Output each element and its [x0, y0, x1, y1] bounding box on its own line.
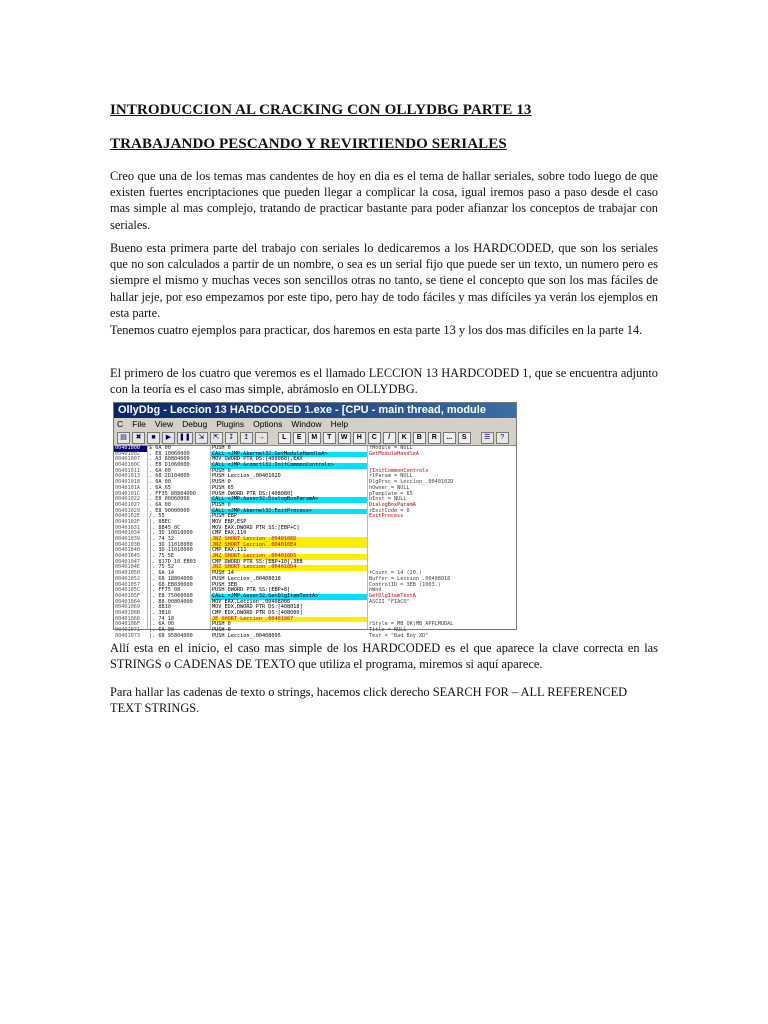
ollydbg-screenshot: [113, 402, 517, 639]
comment-cell: rExitCode = 0: [369, 507, 410, 514]
ollydbg-toolbar-button: ↧: [225, 432, 238, 444]
disassembly-cell: MOV DWORD PTR DS:[408080],EAX: [212, 456, 303, 463]
hex-cell: |. 3D 11010000: [149, 541, 193, 548]
address-cell: 00401057: [115, 581, 140, 588]
hex-cell: . A3 80804000: [149, 456, 190, 463]
disassembly-cell: PUSH EBP: [212, 513, 237, 520]
ollydbg-toolbar-button: E: [293, 432, 306, 444]
address-cell: 00401069: [115, 604, 140, 611]
ollydbg-toolbar-button: ?: [496, 432, 509, 444]
address-cell: 00401050: [115, 570, 140, 577]
ollydbg-menu-item: Options: [253, 419, 283, 429]
ollydbg-toolbar-button: →: [255, 432, 268, 444]
address-cell: 0040101C: [115, 490, 140, 497]
disassembly-cell: PUSH 0: [212, 621, 231, 628]
hex-cell: |. 75 52: [149, 564, 174, 571]
ollydbg-toolbar-button: S: [458, 432, 471, 444]
address-cell: 0040103B: [115, 541, 140, 548]
comment-cell: DialogBoxParamA: [369, 501, 416, 508]
ollydbg-toolbar-button: ⇲: [195, 432, 208, 444]
address-cell: 0040102E: [115, 513, 140, 520]
hex-cell: |. 3B10: [149, 609, 171, 616]
address-cell: 0040102F: [115, 518, 140, 525]
paragraph-search: Para hallar las cadenas de texto o strings, hacemos click derecho SEARCH FOR – ALL REFERENCED TEXT STRINGS.: [110, 685, 628, 716]
hex-cell: . E8 10060000: [149, 450, 190, 457]
address-cell: 0040106B: [115, 609, 140, 616]
comment-cell: ControlID = 3EB (1003.): [369, 581, 441, 588]
comment-cell: ASCII "FIACO": [369, 598, 410, 605]
hex-cell: |. 6A 14: [149, 570, 174, 577]
disassembly-cell: JNZ SHORT Leccion_.0040106D: [211, 537, 367, 543]
address-cell: 00401064: [115, 598, 140, 605]
hex-cell: . 6A 00: [149, 479, 171, 486]
paragraph-hardcoded: Bueno esta primera parte del trabajo con seriales lo dedicaremos a los HARDCODED, que son los seriales que no son calculados a partir de un nombre, o sea es un serial fijo que puede ser un texto, un numero pero es siempre el mismo y muchas veces son sencillos otras no tanto, se tiene el concepto que son los mas fáciles de hallar jeje, por eso empezamos por este tipo, pero hay de todo fáciles y mas difíciles ya verán los ejemplos en esta parte.: [110, 241, 658, 320]
disassembly-cell: JE SHORT Leccion_.00401087: [211, 617, 367, 623]
address-cell: 00401000: [114, 446, 147, 452]
ollydbg-toolbar-button: M: [308, 432, 321, 444]
hex-cell: $ 6A 00: [149, 445, 171, 451]
hex-cell: . FF35 80804000: [149, 490, 196, 497]
comment-cell: GetModuleHandleA: [369, 450, 419, 457]
comment-cell: rModule = NULL: [369, 445, 413, 451]
comment-cell: [InitCommonControls: [369, 467, 429, 474]
address-cell: 00401027: [115, 501, 140, 508]
hex-cell: |. 8BEC: [149, 518, 171, 525]
hex-cell: |. 817D 10 EB03: [149, 558, 196, 565]
disassembly-cell: PUSH 0: [212, 627, 231, 633]
address-cell: 0040105C: [115, 587, 140, 594]
ollydbg-toolbar-button: ↥: [240, 432, 253, 444]
ollydbg-cpu-pane: [114, 445, 516, 639]
ollydbg-toolbar-button: H: [353, 432, 366, 444]
address-cell: 00401018: [115, 479, 140, 486]
hex-cell: |. 68 EB030000: [149, 581, 193, 588]
hex-cell: . 6A 00: [149, 467, 171, 474]
address-cell: 00401029: [115, 507, 140, 514]
hex-cell: |. 68 95804000: [149, 632, 193, 639]
paragraph-examples: Tenemos cuatro ejemplos para practicar, dos haremos en esta parte 13 y los dos mas difíciles en la parte 14.: [110, 323, 643, 337]
ollydbg-menu-item: Plugins: [216, 419, 245, 429]
disassembly-cell: PUSH 65: [212, 484, 234, 491]
address-cell: 00401071: [115, 627, 140, 633]
disassembly-cell: PUSH 14: [212, 570, 234, 577]
disassembly-cell: JNZ SHORT Leccion_.004010D4: [211, 565, 367, 571]
address-cell: 00401047: [115, 558, 140, 565]
disassembly-cell: PUSH 3EB: [212, 581, 237, 588]
address-cell: 00401002: [115, 450, 140, 457]
address-cell: 00401040: [115, 547, 140, 554]
ollydbg-toolbar-button: C: [368, 432, 381, 444]
address-cell: 00401022: [115, 496, 140, 503]
ollydbg-toolbar-button: K: [398, 432, 411, 444]
comment-cell: pTemplate = 65: [369, 490, 413, 497]
paragraph-first-example: El primero de los cuatro que veremos es el llamado LECCION 13 HARDCODED 1, que se encuentra adjunto con la teoría es el caso mas simple, abrámoslo en OLLYDBG.: [110, 366, 658, 397]
ollydbg-menu-item: View: [154, 419, 174, 429]
comment-cell: Buffer = Leccion_.00408018: [369, 575, 451, 582]
disassembly-cell: MOV EAX,DWORD PTR SS:[EBP+C]: [212, 524, 300, 531]
hex-cell: |. 6A 00: [149, 621, 174, 628]
ollydbg-toolbar-button: T: [323, 432, 336, 444]
hex-cell: |. 3D 10010000: [149, 530, 193, 537]
comment-cell: rCount = 14 (20.): [369, 570, 423, 577]
hex-cell: |. 8B45 0C: [149, 524, 181, 531]
ollydbg-toolbar-button: W: [338, 432, 351, 444]
ollydbg-toolbar-button: ✖: [132, 432, 145, 444]
disassembly-cell: PUSH Leccion_.00408018: [212, 575, 281, 582]
address-cell: 0040101A: [115, 484, 140, 491]
hex-cell: . 6A 00: [149, 501, 171, 508]
disassembly-cell: PUSH 0: [212, 501, 231, 508]
comment-cell: rStyle = MB_OK|MB_APPLMODAL: [369, 621, 454, 628]
hex-cell: . E8 00060000: [149, 496, 190, 503]
ollydbg-toolbar-button: ▶: [162, 432, 175, 444]
ollydbg-title-bar: OllyDbg - Leccion 13 HARDCODED 1.exe - [CPU - main thread, module: [114, 403, 516, 418]
disassembly-cell: PUSH DWORD PTR DS:[408080]: [212, 490, 294, 497]
address-cell: 0040104E: [115, 564, 140, 571]
document-title: INTRODUCCION AL CRACKING CON OLLYDBG PARTE 13: [110, 102, 532, 118]
disassembly-cell: JNZ SHORT Leccion_.004010E4: [211, 543, 367, 549]
address-cell: 00401013: [115, 473, 140, 480]
disassembly-cell: CMP EAX,111: [212, 547, 247, 554]
paragraph-strings: Allí esta en el inicio, el caso mas simple de los HARDCODED es el que aparece la clave correcta en las STRINGS o CADENAS DE TEXTO que utiliza el programa, miremos si aquí aparece.: [110, 641, 658, 672]
hex-cell: |. 74 32: [149, 536, 174, 542]
ollydbg-menu-item: File: [132, 419, 146, 429]
disassembly-cell: PUSH 0: [212, 479, 231, 486]
comment-cell: hInst = NULL: [369, 496, 407, 503]
disassembly-cell: CALL <JMP.&kernel32.GetModuleHandleA>: [211, 452, 367, 458]
ollydbg-toolbar-button: ☰: [481, 432, 494, 444]
disassembly-cell: MOV EBP,ESP: [212, 518, 247, 525]
ollydbg-toolbar-button: ▤: [117, 432, 130, 444]
comment-cell: hOwner = NULL: [369, 484, 410, 491]
address-cell: 00401031: [115, 524, 140, 531]
ollydbg-menu-item: Debug: [182, 419, 208, 429]
ollydbg-toolbar-button: R: [428, 432, 441, 444]
hex-cell: |. E8 75060000: [149, 592, 193, 599]
address-cell: 0040106F: [115, 621, 140, 628]
ollydbg-toolbar-button: ⇱: [210, 432, 223, 444]
comment-cell: rlParam = NULL: [369, 473, 413, 480]
disassembly-cell: CMP EDX,DWORD PTR DS:[408000]: [212, 609, 303, 616]
hex-cell: |. FF75 08: [149, 587, 181, 594]
disassembly-cell: PUSH Leccion_.00408095: [212, 632, 281, 639]
disassembly-cell: CALL <JMP.&user32.GetDlgItemTextA>: [211, 594, 367, 600]
disassembly-cell: CMP EAX,110: [212, 530, 247, 537]
hex-cell: . 6A 65: [149, 484, 171, 491]
address-cell: 00401045: [115, 553, 140, 560]
ollydbg-toolbar-button: L: [278, 432, 291, 444]
hex-cell: . E8 90000000: [149, 507, 190, 514]
ollydbg-menu-item: C: [117, 419, 124, 429]
comment-cell: Text = "Bad Boy XD": [369, 632, 429, 639]
comment-cell: hWnd: [369, 587, 382, 594]
ollydbg-toolbar-button: /: [383, 432, 396, 444]
ollydbg-menu-item: Help: [330, 419, 349, 429]
address-column: [114, 445, 148, 639]
disassembly-cell: JNZ SHORT Leccion_.004010D5: [211, 554, 367, 560]
address-cell: 00401039: [115, 536, 140, 542]
hex-cell: |. B8 00804000: [149, 598, 193, 605]
ollydbg-toolbar-button: ...: [443, 432, 456, 444]
comment-column: [368, 445, 516, 639]
disassembly-cell: PUSH DWORD PTR SS:[EBP+8]: [212, 587, 291, 594]
hex-cell: . 68 2D104000: [149, 473, 190, 480]
disassembly-cell: MOV EAX,Leccion_.00408000: [212, 598, 291, 605]
hex-cell: /. 55: [149, 513, 165, 520]
disassembly-cell: PUSH 0: [212, 445, 231, 451]
comment-cell: DlgProc = Leccion_.0040102D: [369, 479, 454, 486]
comment-cell: GetDlgItemTextA: [369, 592, 416, 599]
disassembly-cell: CMP DWORD PTR SS:[EBP+10],3EB: [212, 558, 303, 565]
disassembly-cell: MOV EDX,DWORD PTR DS:[408018]: [212, 604, 303, 611]
hex-cell: |. 8B10: [149, 604, 171, 611]
disassembly-cell: CALL <JMP.&kernel32.ExitProcess>: [211, 509, 367, 515]
disassembly-cell: PUSH Leccion_.0040102D: [212, 473, 281, 480]
hex-cell: |. 6A 00: [149, 627, 174, 633]
address-cell: 0040100C: [115, 462, 140, 469]
hex-cell: . E8 D1060000: [149, 462, 190, 469]
paragraph-intro: Creo que una de los temas mas candentes de hoy en dia es el tema de hallar seriales, sobre todo luego de que existen fuertes encriptaciones que pueden llegar a complicar la cosa, igual iremos paso a paso desde el caso mas simple al mas complejo, tratando de practicar bastante para poder afianzar los conceptos de trabajar con seriales.: [110, 169, 658, 232]
ollydbg-toolbar-button: ❚❚: [177, 432, 193, 444]
section-title: TRABAJANDO PESCANDO Y REVIRTIENDO SERIALES: [110, 136, 507, 152]
disassembly-column: [211, 445, 368, 639]
hex-cell: |. 75 5E: [149, 553, 174, 560]
ollydbg-toolbar-button: B: [413, 432, 426, 444]
hex-dump-column: [148, 445, 211, 639]
address-cell: 00401007: [115, 456, 140, 463]
comment-cell: Title = NULL: [369, 627, 407, 633]
address-cell: 0040106D: [115, 615, 140, 622]
hex-cell: |. 68 18804000: [149, 575, 193, 582]
hex-cell: |. 3D 11010000: [149, 547, 193, 554]
address-cell: 00401011: [115, 467, 140, 474]
address-cell: 00401034: [115, 530, 140, 537]
ollydbg-toolbar: [114, 431, 516, 446]
address-cell: 00401073: [115, 632, 140, 639]
comment-cell: ExitProcess: [369, 513, 404, 520]
hex-cell: |. 74 18: [149, 615, 174, 622]
ollydbg-menu-item: Window: [291, 419, 322, 429]
address-cell: 00401052: [115, 575, 140, 582]
ollydbg-toolbar-button: ■: [147, 432, 160, 444]
ollydbg-menu-bar: [114, 418, 516, 431]
disassembly-cell: PUSH 0: [212, 467, 231, 474]
disassembly-cell: CALL <JMP.&comctl32.InitCommonControls>: [211, 463, 367, 469]
disassembly-cell: CALL <JMP.&user32.DialogBoxParamA>: [211, 497, 367, 503]
address-cell: 0040105F: [115, 592, 140, 599]
